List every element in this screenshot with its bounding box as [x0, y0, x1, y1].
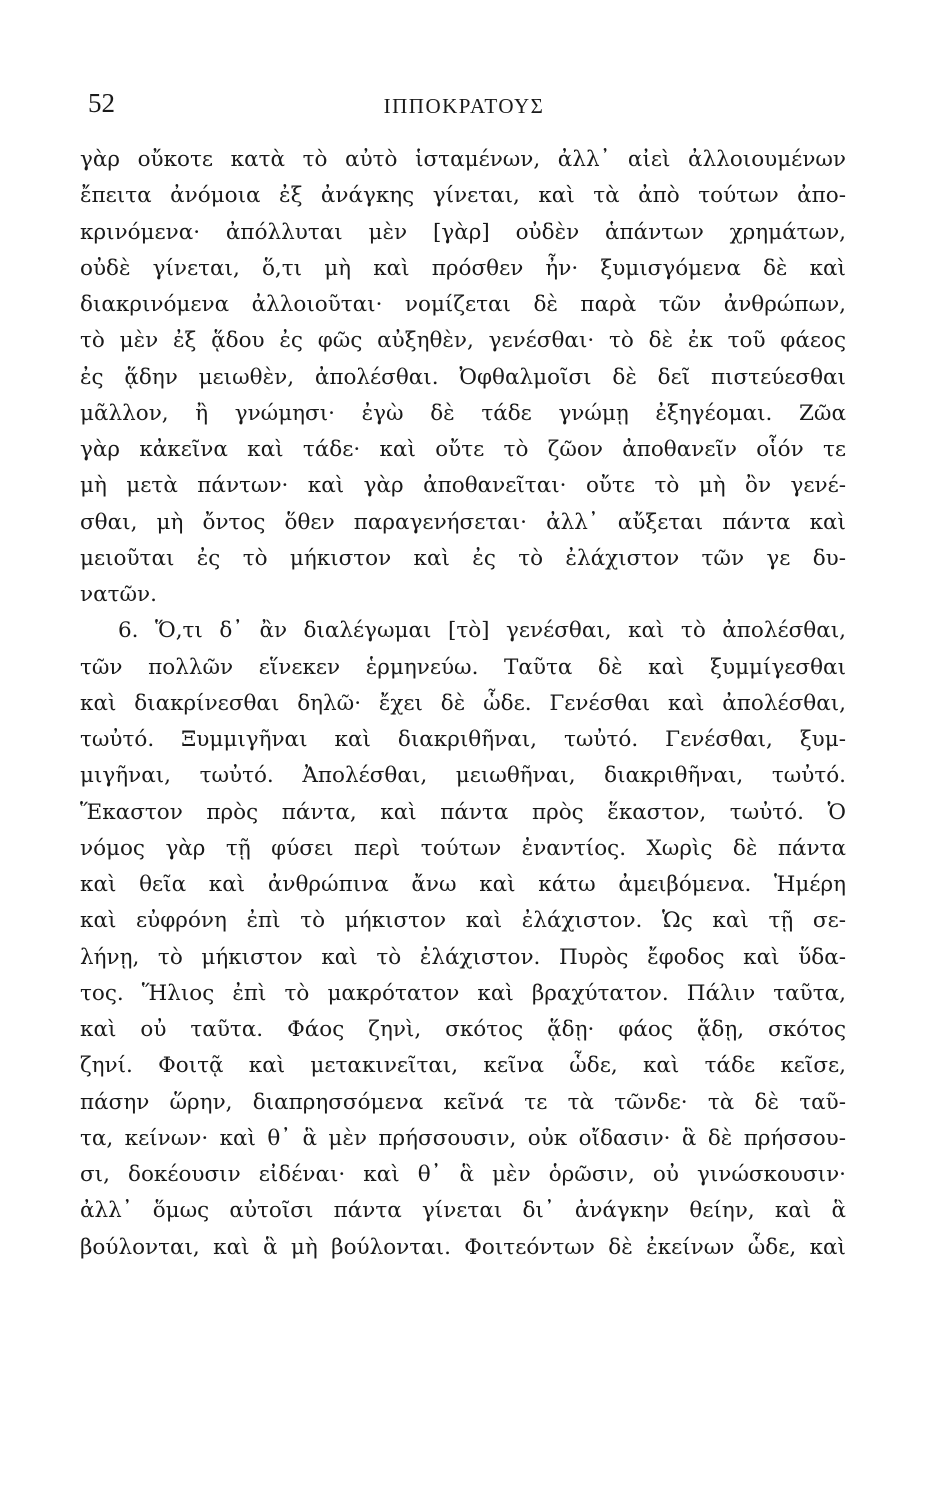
text-line: ἀλλ᾽ ὅμως αὐτοῖσι πάντα γίνεται δι᾽ ἀνάγκην θείην, καὶ ἃ: [80, 1198, 846, 1224]
text-line: τωὐτό. Ξυμμιγῆναι καὶ διακριθῆναι, τωὐτό. Γενέσθαι, ξυμ-: [80, 727, 846, 752]
text-line: ἔπειτα ἀνόμοια ἐξ ἀνάγκης γίνεται, καὶ τὰ ἀπὸ τούτων ἀπο-: [80, 183, 846, 209]
running-title: ΙΠΠΟΚΡΑΤΟΥΣ: [383, 94, 545, 118]
page-number: 52: [88, 88, 115, 118]
text-line: τὸ μὲν ἐξ ᾅδου ἐς φῶς αὐξηθὲν, γενέσθαι· τὸ δὲ ἐκ τοῦ φάεος: [80, 328, 846, 354]
text-line: γὰρ οὔκοτε κατὰ τὸ αὐτὸ ἱσταμένων, ἀλλ᾽ αἰεὶ ἀλλοιουμένων: [80, 147, 846, 172]
text-line: τος. Ἥλιος ἐπὶ τὸ μακρότατον καὶ βραχύτατον. Πάλιν ταῦτα,: [80, 980, 846, 1006]
text-line: λήνῃ, τὸ μήκιστον καὶ τὸ ἐλάχιστον. Πυρὸς ἔφοδος καὶ ὕδα-: [80, 944, 846, 970]
text-line: τῶν πολλῶν εἵνεκεν ἑρμηνεύω. Ταῦτα δὲ καὶ ξυμμίγεσθαι: [80, 654, 846, 680]
text-line: κρινόμενα· ἀπόλλυται μὲν [γὰρ] οὐδὲν ἁπάντων χρημάτων,: [80, 219, 846, 245]
text-line: μιγῆναι, τωὐτό. Ἀπολέσθαι, μειωθῆναι, διακριθῆναι, τωὐτό.: [80, 763, 846, 789]
text-line: καὶ θεῖα καὶ ἀνθρώπινα ἄνω καὶ κάτω ἀμειβόμενα. Ἡμέρη: [80, 872, 846, 897]
text-line: οὐδὲ γίνεται, ὅ,τι μὴ καὶ πρόσθεν ἦν· ξυμισγόμενα δὲ καὶ: [80, 255, 846, 281]
text-line: Ἕκαστον πρὸς πάντα, καὶ πάντα πρὸς ἕκαστον, τωὐτό. Ὁ: [80, 799, 846, 825]
text-line: νόμος γὰρ τῇ φύσει περὶ τούτων ἐναντίος. Χωρὶς δὲ πάντα: [80, 835, 846, 861]
text-line: πάσην ὥρην, διαπρησσόμενα κεῖνά τε τὰ τῶνδε· τὰ δὲ ταῦ-: [80, 1089, 846, 1115]
text-line: βούλονται, καὶ ἃ μὴ βούλονται. Φοιτεόντων δὲ ἐκείνων ὧδε, καὶ: [80, 1234, 846, 1260]
text-line: ζηνί. Φοιτᾷ καὶ μετακινεῖται, κεῖνα ὧδε, καὶ τάδε κεῖσε,: [80, 1053, 846, 1079]
text-line: σι, δοκέουσιν εἰδέναι· καὶ θ᾽ ἃ μὲν ὁρῶσιν, οὐ γινώσκουσιν·: [80, 1162, 846, 1187]
text-line: νατῶν.: [80, 582, 157, 607]
text-line: καὶ διακρίνεσθαι δηλῶ· ἔχει δὲ ὧδε. Γενέσθαι καὶ ἀπολέσθαι,: [80, 690, 846, 716]
text-line: σθαι, μὴ ὄντος ὅθεν παραγενήσεται· ἀλλ᾽ αὔξεται πάντα καὶ: [80, 509, 846, 535]
page-header: [84, 88, 844, 128]
paragraph-6-start: 6. Ὅ,τι δ᾽ ἂν διαλέγωμαι [τὸ] γενέσθαι, καὶ τὸ ἀπολέσθαι,: [118, 618, 846, 644]
text-line: μειοῦται ἐς τὸ μήκιστον καὶ ἐς τὸ ἐλάχιστον τῶν γε δυ-: [80, 545, 846, 571]
text-line: μᾶλλον, ἢ γνώμησι· ἐγὼ δὲ τάδε γνώμῃ ἐξηγέομαι. Ζῶα: [80, 400, 846, 426]
text-line: καὶ εὐφρόνη ἐπὶ τὸ μήκιστον καὶ ἐλάχιστον. Ὡς καὶ τῇ σε-: [80, 908, 846, 934]
text-line: διακρινόμενα ἀλλοιοῦται· νομίζεται δὲ παρὰ τῶν ἀνθρώπων,: [80, 292, 846, 317]
text-line: τα, κείνων· καὶ θ᾽ ἃ μὲν πρήσσουσιν, οὐκ οἴδασιν· ἃ δὲ πρήσσου-: [80, 1125, 846, 1151]
text-line: γὰρ κἀκεῖνα καὶ τάδε· καὶ οὔτε τὸ ζῶον ἀποθανεῖν οἷόν τε: [80, 437, 846, 462]
text-line: ἐς ᾅδην μειωθὲν, ἀπολέσθαι. Ὀφθαλμοῖσι δὲ δεῖ πιστεύεσθαι: [80, 364, 846, 390]
text-line: καὶ οὐ ταῦτα. Φάος ζηνὶ, σκότος ᾅδῃ· φάος ᾅδῃ, σκότος: [80, 1017, 846, 1042]
text-line: μὴ μετὰ πάντων· καὶ γὰρ ἀποθανεῖται· οὔτε τὸ μὴ ὂν γενέ-: [80, 473, 846, 499]
body-text: [80, 142, 846, 1266]
